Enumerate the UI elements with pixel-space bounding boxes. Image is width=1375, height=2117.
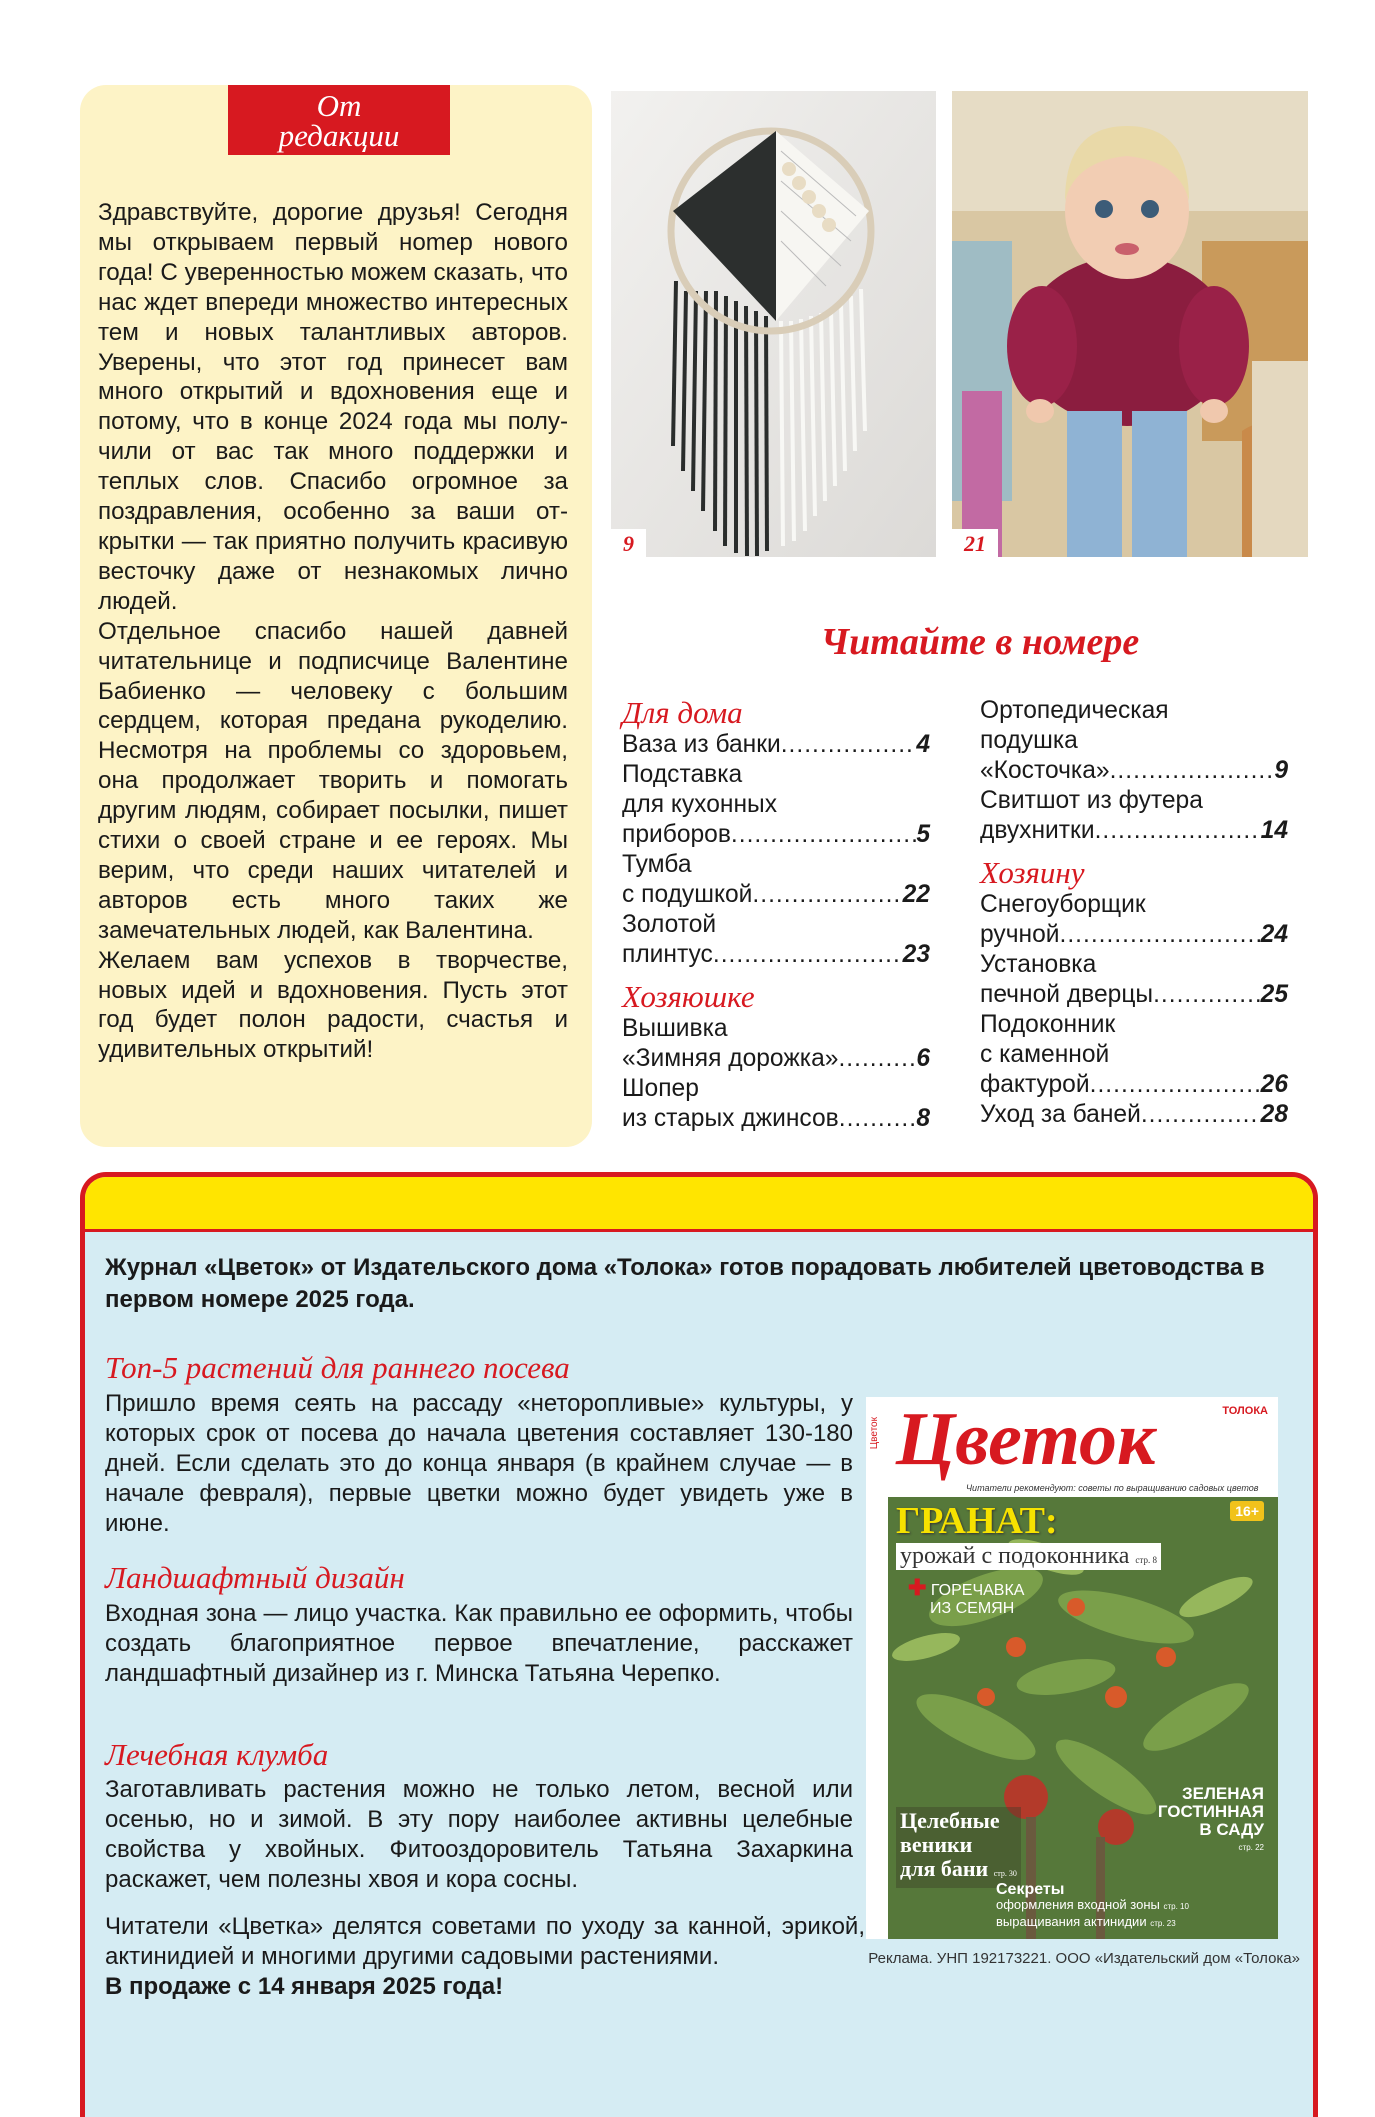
toc-entry-title: печной дверцы [980, 981, 1154, 1008]
toc-page-number: 5 [916, 821, 930, 848]
toc-page-number: 28 [1260, 1101, 1288, 1128]
toc-entry [980, 816, 1288, 846]
editorial-text [98, 198, 568, 1065]
toc-dot-leader [1095, 816, 1261, 846]
toc-entry-title: ручной [980, 921, 1060, 948]
toc-dot-leader [1090, 1070, 1261, 1100]
photo-page-number: 9 [611, 529, 646, 557]
toc-page-number: 26 [1260, 1071, 1288, 1098]
editorial-paragraph: Желаем вам успехов в творчестве, новых идей и вдохновения. Пусть этот год будет полон радости, счастья и удивительных открытий! [98, 946, 568, 1064]
cover-secrets [996, 1882, 1189, 1931]
cover-spine: Цветок [869, 1417, 880, 1450]
editorial-title-line2: редакции [278, 118, 400, 153]
cover-badge-line: ИЗ СЕМЯН [930, 1600, 1015, 1617]
cover-subheadline [896, 1543, 1161, 1570]
macrame-illustration [611, 91, 936, 557]
toc-section-heading: Для дома [622, 695, 743, 730]
ad-section-text: Пришло время сеять на рассаду «неторопливые» культуры, у которых срок от посева до начала цветения составляет 130-180 дней. Если сделать это до конца января (в крайнем случае — в начале февраля), первые цветки можно будет увидеть уже в июне. [105, 1390, 853, 1537]
toc-title: Читайте в номере [820, 621, 1140, 663]
toc-page-number: 8 [916, 1105, 930, 1132]
cover-left-line: веники [900, 1832, 973, 1857]
toc-entry-title: для кухонных [622, 791, 778, 818]
toc-entry [980, 1070, 1288, 1100]
toc-entry-title: Тумба [622, 851, 692, 878]
toc-entry-title: Вышивка [622, 1015, 728, 1042]
toc-dot-leader [839, 1104, 917, 1134]
editorial-title-line1: От [316, 88, 362, 123]
toc-page-number: 23 [902, 941, 930, 968]
cover-page-ref: стр. 22 [1238, 1843, 1264, 1852]
photo-page-number: 21 [952, 529, 998, 557]
toc-column-2 [980, 696, 1288, 1130]
toc-entry-title: «Косточка» [980, 757, 1110, 784]
cover-secrets-text: оформления входной зоны [996, 1897, 1160, 1912]
cover-age-rating: 16+ [1230, 1501, 1264, 1521]
cover-secrets-title: Секреты [996, 1881, 1065, 1898]
toc-entry [622, 880, 930, 910]
toc-entry [980, 980, 1288, 1010]
toc-dot-leader [713, 940, 903, 970]
editorial-title [228, 85, 450, 155]
toc-page-number: 9 [1274, 757, 1288, 784]
toc-entry-title: Свитшот из футера [980, 787, 1203, 814]
toc-entry [622, 730, 930, 760]
cover-headline: ГРАНАТ: [896, 1500, 1058, 1542]
plus-icon: ✚ [908, 1575, 927, 1600]
cover-title: Цветок [896, 1397, 1156, 1481]
toc-entry [622, 820, 930, 850]
ad-intro: Журнал «Цветок» от Издательского дома «Толока» готов порадовать любителей цветоводства в первом номере 2025 года. [105, 1254, 1265, 1313]
magazine-cover [866, 1397, 1278, 1939]
toc-entry-title: Ваза из банки [622, 731, 781, 758]
toc-entry-title: фактурой [980, 1071, 1090, 1098]
toc-dot-leader [838, 1044, 916, 1074]
ad-sale-date: В продаже с 14 января 2025 года! [105, 1973, 504, 2000]
cover-badge-line: ГОРЕЧАВКА [930, 1582, 1025, 1599]
toc-entry-title: Ортопедическая [980, 697, 1169, 724]
cover-badge [908, 1575, 1025, 1618]
toc-dot-leader [752, 880, 902, 910]
toc-entry-title: Шопер [622, 1075, 699, 1102]
ad-caption: Реклама. УНП 192173221. ООО «Издательский дом «Толока» [868, 1950, 1300, 1967]
toc-dot-leader [1060, 920, 1261, 950]
toc-dot-leader [781, 730, 917, 760]
toc-section-heading: Хозяюшке [622, 979, 755, 1014]
toc-dot-leader [731, 820, 916, 850]
macrame-photo [611, 91, 936, 557]
toc-entry [622, 1104, 930, 1134]
cover-left-text: для бани [900, 1856, 989, 1881]
toc-dot-leader [1153, 980, 1261, 1010]
toc-entry [980, 756, 1288, 786]
cover-subheadline-text: урожай с подоконника [900, 1543, 1130, 1569]
cover-right-block [1158, 1785, 1264, 1857]
toc-entry-title: Подоконник [980, 1011, 1116, 1038]
toc-page-number: 22 [902, 881, 930, 908]
toc-dot-leader [1110, 756, 1275, 786]
toc-entry-title: «Зимняя дорожка» [622, 1045, 839, 1072]
toc-page-number: 14 [1260, 817, 1288, 844]
toc-entry-title: двухнитки [980, 817, 1095, 844]
magazine-ad [80, 1172, 1318, 2117]
toc-entry-title: Подставка [622, 761, 743, 788]
toc-section-heading: Хозяину [980, 855, 1085, 890]
toc-entry-title: приборов [622, 821, 731, 848]
toc-page-number: 4 [916, 731, 930, 758]
cover-right-line: ЗЕЛЕНАЯ [1181, 1784, 1264, 1803]
toc-entry-title: Уход за баней [980, 1101, 1141, 1128]
cover-secrets-line [996, 1914, 1189, 1931]
ad-yellow-band [85, 1177, 1313, 1232]
ad-section-text: Заготавливать растения можно не только летом, весной или осенью, но и зимой. В эту пору наиболее активны целебные свойства у хвойных. Фитооздоровитель Татьяна Захаркина раскажет, чем полезны хвоя и кора сосны. [105, 1776, 853, 1893]
editorial-paragraph: Здравствуйте, дорогие друзья! Сегодня мы открываем первый ноmер нового года! С уверенностью можем сказать, что нас ждет впереди множество интересных тем и новых талантливых авторов. Уверены, что этот год принесет вам много открытий и вдохновения еще и потому, что в конце 2024 года мы получили от вас так много поддержки и теплых слов. Спасибо огромное за поздравления, особенно за ваши открытки — так приятно получить красивую весточку даже от незнакомых лично людей. [98, 199, 568, 615]
ad-section-heading: Лечебная клумба [105, 1737, 329, 1772]
toc-entry [980, 1100, 1288, 1130]
cover-right-line: ГОСТИННАЯ [1157, 1802, 1264, 1821]
toc-page-number: 24 [1260, 921, 1288, 948]
toc-entry-title: плинтус [622, 941, 713, 968]
cover-page-ref: стр. 8 [1135, 1555, 1157, 1565]
cover-right-line: В САДУ [1199, 1820, 1264, 1839]
toc-entry-title: Установка [980, 951, 1097, 978]
toc-entry-title: с подушкой [622, 881, 753, 908]
toc-entry [622, 940, 930, 970]
toc-entry-title: Снегоуборщик [980, 891, 1146, 918]
cover-left-line: Целебные [900, 1808, 1000, 1833]
cover-page-ref: стр. 30 [993, 1869, 1017, 1878]
toc-entry [980, 920, 1288, 950]
toc-entry-title: с каменной [980, 1041, 1110, 1068]
cover-publisher: ТОЛОКА [1222, 1405, 1268, 1417]
child-illustration [952, 91, 1308, 557]
ad-section-heading: Ландшафтный дизайн [105, 1560, 405, 1595]
cover-page-ref: стр. 10 [1163, 1902, 1189, 1911]
toc-entry-title: из старых джинсов [622, 1105, 839, 1132]
toc-dot-leader [1141, 1100, 1261, 1130]
toc-column-1 [622, 696, 930, 1134]
toc-entry-title: подушка [980, 727, 1078, 754]
toc-entry [622, 1044, 930, 1074]
toc-page-number: 6 [916, 1045, 930, 1072]
cover-left-block [896, 1807, 1021, 1888]
cover-tagline: Читатели рекомендуют: советы по выращиванию садовых цветов [966, 1483, 1259, 1493]
ad-section-text: Входная зона — лицо участка. Как правильно ее оформить, чтобы создать благоприятное первое впечатление, расскажет ландшафтный дизайнер из г. Минска Татьяна Черепко. [105, 1600, 853, 1687]
ad-outro: Читатели «Цветка» делятся советами по уходу за канной, эрикой, актинидией и многими другими садовыми растениями. [105, 1913, 865, 1970]
cover-secrets-line [996, 1897, 1189, 1914]
child-photo [952, 91, 1308, 557]
ad-section-heading: Топ-5 растений для раннего посева [105, 1350, 570, 1385]
cover-page-ref: стр. 23 [1150, 1919, 1176, 1928]
cover-secrets-text: выращивания актинидии [996, 1914, 1147, 1929]
editorial-paragraph: Отдельное спасибо нашей давней читательнице и подписчице Валентине Бабиенко — человеку с большим сердцем, которая предана рукоделию. Несмотря на проблемы со здоровьем, она продолжает творить и помогать другим людям, собирает посылки, пишет стихи о своей стране и ее героях. Мы верим, что среди наших читателей и авторов есть много таких же замечательных людей, как Валентина. [98, 617, 568, 944]
toc-entry-title: Золотой [622, 911, 717, 938]
toc-page-number: 25 [1260, 981, 1288, 1008]
